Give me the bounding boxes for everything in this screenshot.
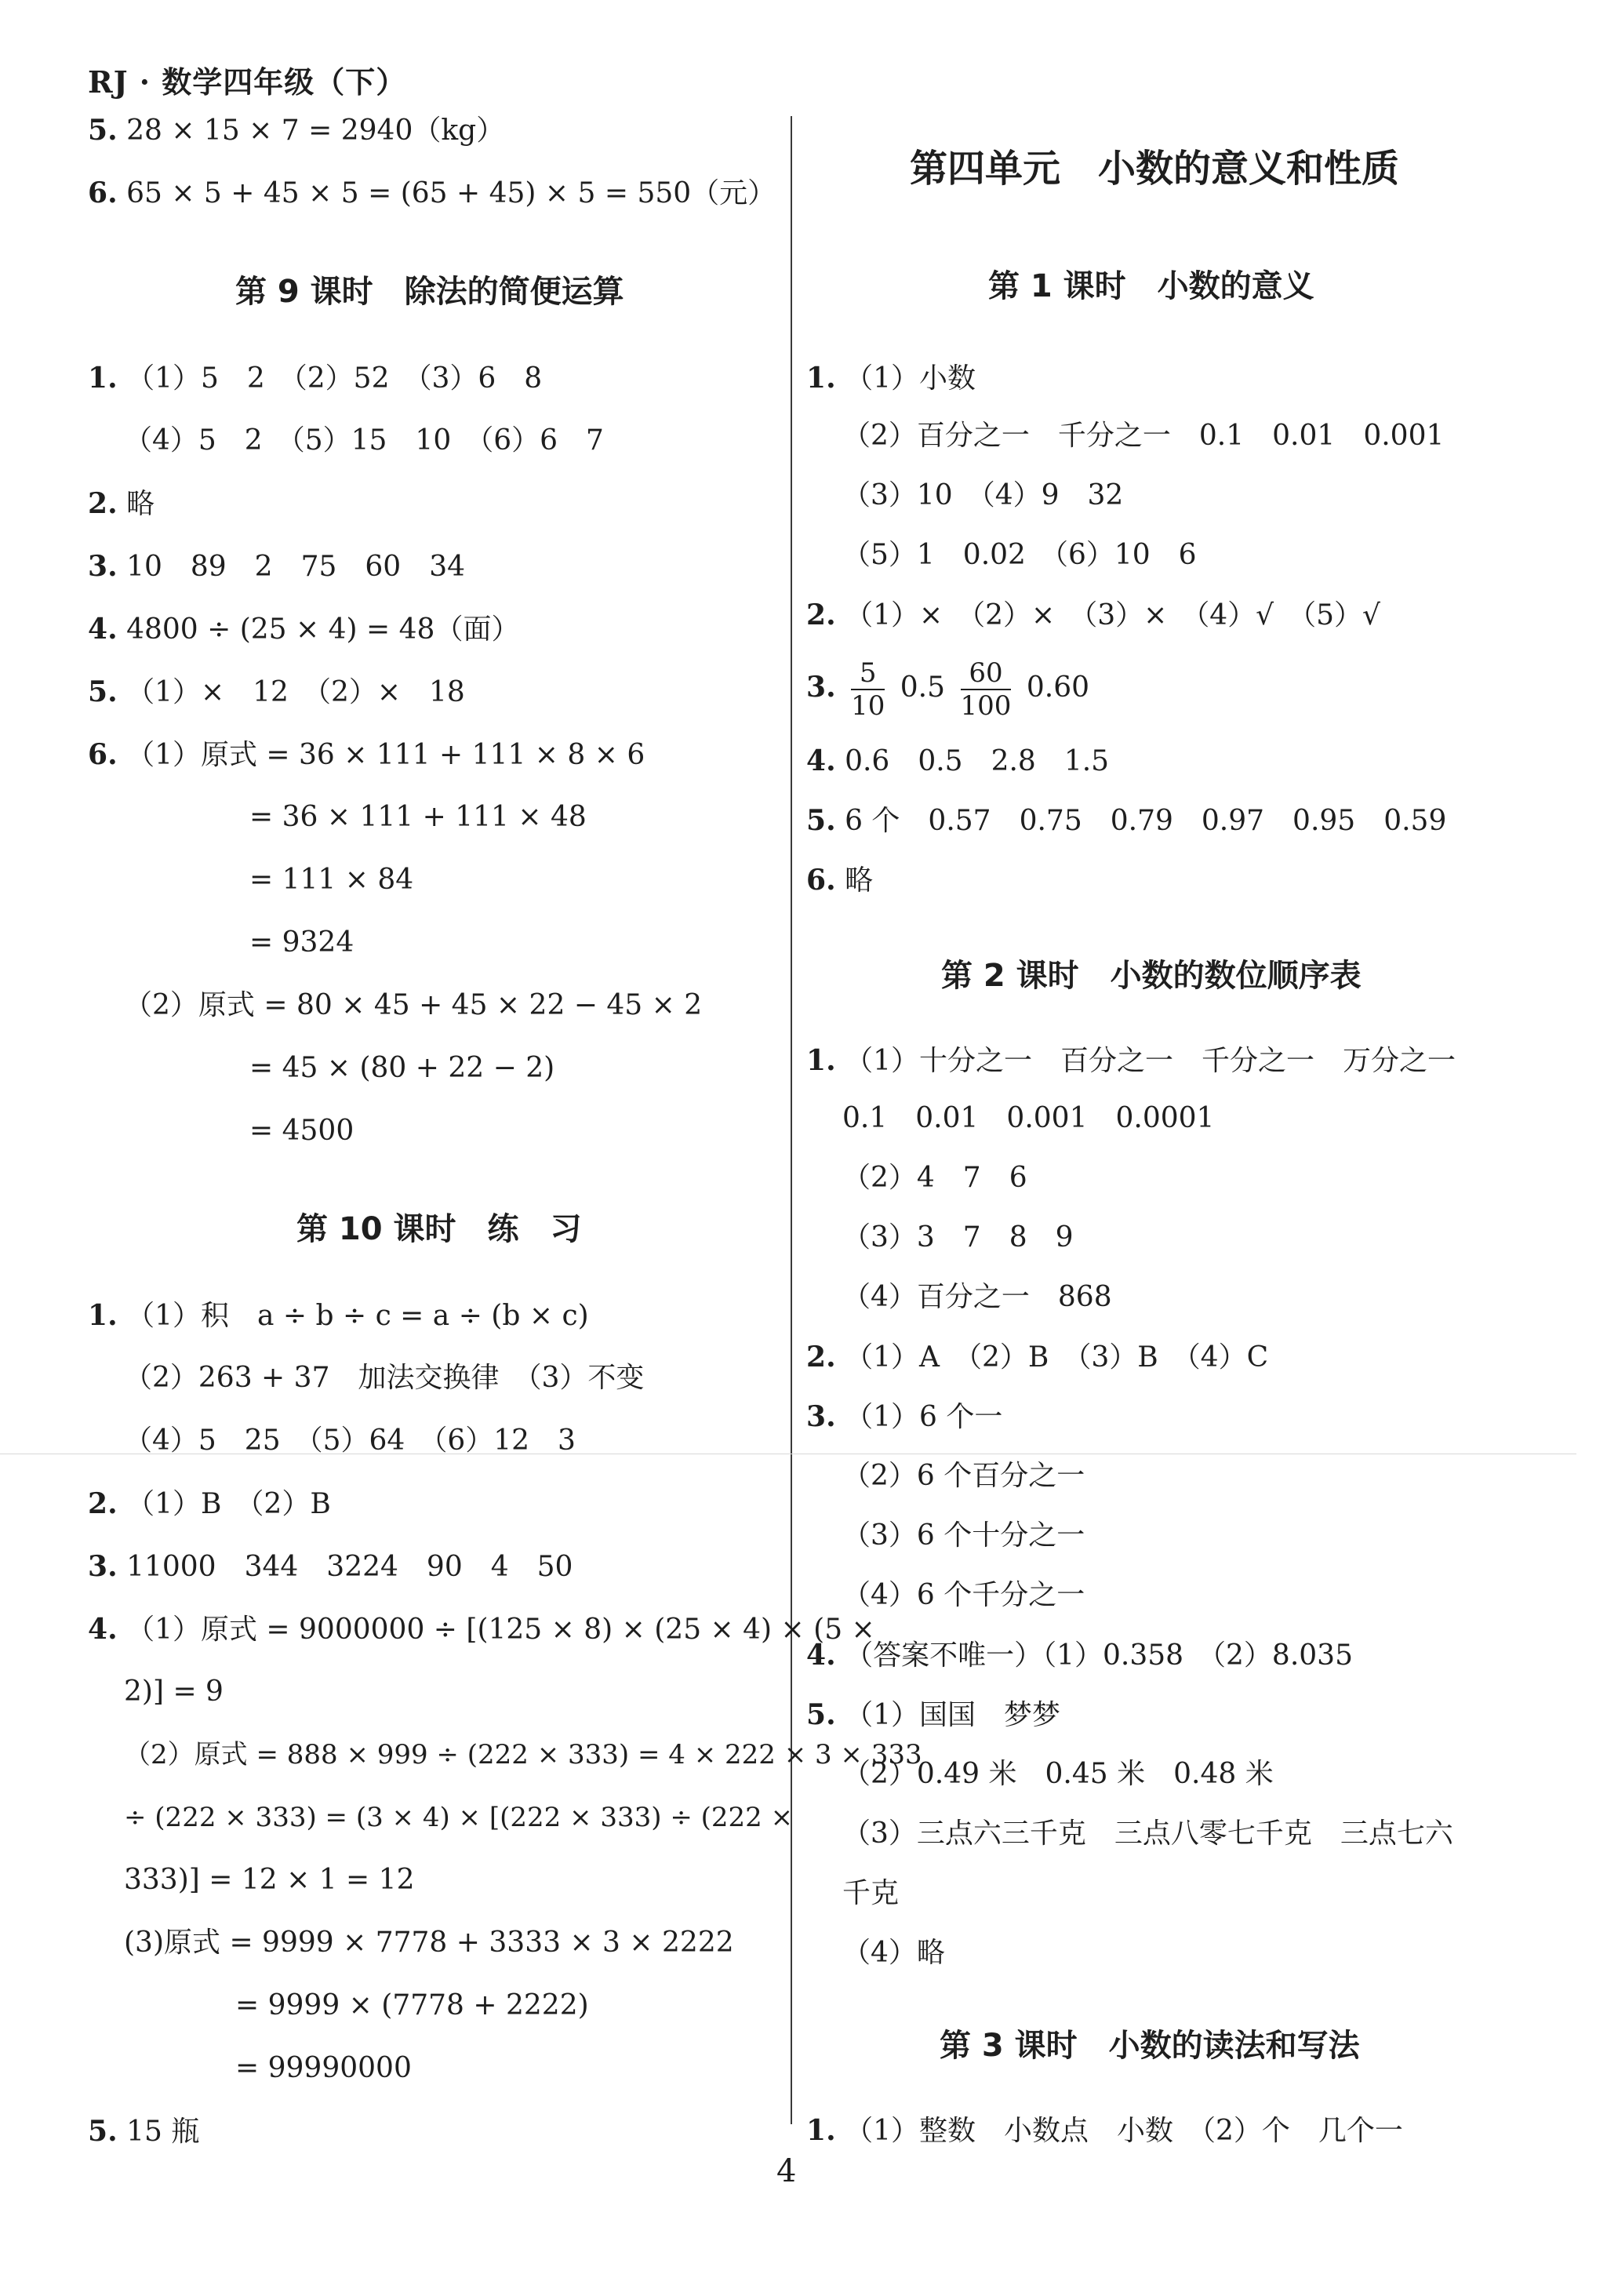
- answer-line: 6. （1）原式 = 36 × 111 + 111 × 8 × 6: [88, 738, 645, 771]
- answer-line: 6. 65 × 5 + 45 × 5 = (65 + 45) × 5 = 550（元）: [88, 176, 776, 209]
- answer-line: 6. 略: [806, 864, 874, 897]
- answer-line: 2. （1）× （2）× （3）× （4）√ （5）√: [806, 599, 1380, 631]
- answer-line: = 36 × 111 + 111 × 48: [249, 801, 587, 833]
- answer-line: （4）百分之一 868: [842, 1281, 1112, 1313]
- answer-line: 1. （1）小数: [806, 362, 976, 395]
- answer-line: （5）1 0.02 （6）10 6: [842, 539, 1197, 571]
- page-header: RJ · 数学四年级（下）: [88, 64, 407, 100]
- answer-line: （2）6 个百分之一: [842, 1460, 1085, 1492]
- answer-line: （4）略: [842, 1937, 945, 1969]
- unit-4-title: 第四单元 小数的意义和性质: [910, 147, 1400, 191]
- answer-line: = 45 × (80 + 22 − 2): [249, 1052, 555, 1084]
- answer-line: = 99990000: [235, 2052, 412, 2084]
- answer-line: 4. 4800 ÷ (25 × 4) = 48（面）: [88, 613, 520, 646]
- answer-line: 3. （1）6 个一: [806, 1400, 1003, 1433]
- answer-line: 1. （1）5 2 （2）52 （3）6 8: [88, 362, 543, 395]
- answer-line: （3）3 7 8 9: [842, 1221, 1074, 1254]
- answer-line: 2. （1）B （2）B: [88, 1487, 331, 1520]
- answer-line: （4）5 2 （5）15 10 （6）6 7: [124, 424, 604, 457]
- page-number: 4: [776, 2153, 797, 2189]
- answer-line: （2）4 7 6: [842, 1162, 1027, 1194]
- fraction: $\frac{5}{10}$: [851, 657, 885, 722]
- answer-line: （2）原式 = 888 × 999 ÷ (222 × 333) = 4 × 222 × 3 × 333: [124, 1739, 922, 1770]
- answer-line: = 111 × 84: [249, 864, 414, 896]
- fraction: $\frac{60}{100}$: [960, 657, 1012, 722]
- lesson-9-title: 第 9 课时 除法的简便运算: [235, 274, 624, 310]
- answer-line-fractions: 3. $\frac{5}{10}$ 0.5 $\frac{60}{100}$ 0.60: [806, 657, 1090, 722]
- answer-line: 5. （1）国国 梦梦: [806, 1698, 1060, 1731]
- answer-line: 4. （1）原式 = 9000000 ÷ [(125 × 8) × (25 × 4) × (5 ×: [88, 1613, 875, 1646]
- answer-line: 5. 28 × 15 × 7 = 2940（kg）: [88, 114, 505, 147]
- answer-line: = 4500: [249, 1115, 354, 1147]
- answer-line: （2）263 + 37 加法交换律 （3）不变: [124, 1362, 645, 1394]
- answer-line: 0.1 0.01 0.001 0.0001: [842, 1102, 1215, 1134]
- answer-line: 333)] = 12 × 1 = 12: [124, 1864, 415, 1896]
- lesson-10-title: 第 10 课时 练 习: [296, 1211, 582, 1247]
- answer-line: （2）百分之一 千分之一 0.1 0.01 0.001: [842, 420, 1445, 452]
- lesson-1-title: 第 1 课时 小数的意义: [988, 268, 1314, 304]
- answer-line: （4）6 个千分之一: [842, 1579, 1085, 1611]
- answer-line: 1. （1）整数 小数点 小数 （2）个 几个一: [806, 2114, 1403, 2147]
- answer-line: （3）6 个十分之一: [842, 1519, 1085, 1552]
- answer-line: 4. （答案不唯一）（1）0.358 （2）8.035: [806, 1639, 1353, 1672]
- answer-line: 1. （1）十分之一 百分之一 千分之一 万分之一: [806, 1044, 1456, 1077]
- answer-line: 1. （1）积 a ÷ b ÷ c = a ÷ (b × c): [88, 1299, 589, 1332]
- answer-line: （3）三点六三千克 三点八零七千克 三点七六: [842, 1818, 1453, 1850]
- answer-line: ÷ (222 × 333) = (3 × 4) × [(222 × 333) ÷ (222 ×: [124, 1802, 794, 1833]
- lesson-2-title: 第 2 课时 小数的数位顺序表: [941, 958, 1362, 994]
- answer-line: = 9324: [249, 926, 354, 959]
- answer-line: 2. （1）A （2）B （3）B （4）C: [806, 1341, 1269, 1374]
- answer-line: （3）10 （4）9 32: [842, 479, 1124, 511]
- answer-line: 千克: [842, 1877, 900, 1909]
- answer-line: （4）5 25 （5）64 （6）12 3: [124, 1425, 576, 1457]
- answer-line: 2. 略: [88, 487, 155, 520]
- answer-line: (3)原式 = 9999 × 7778 + 3333 × 3 × 2222: [124, 1927, 734, 1959]
- answer-line: （2）0.49 米 0.45 米 0.48 米: [842, 1758, 1274, 1790]
- answer-line: 5. （1）× 12 （2）× 18: [88, 675, 465, 708]
- answer-line: 2)] = 9: [124, 1676, 224, 1708]
- answer-line: = 9999 × (7778 + 2222): [235, 1989, 589, 2021]
- lesson-3-title: 第 3 课时 小数的读法和写法: [940, 2028, 1360, 2064]
- answer-line: （2）原式 = 80 × 45 + 45 × 22 − 45 × 2: [124, 989, 703, 1021]
- answer-line: 5. 15 瓶: [88, 2115, 200, 2148]
- answer-line: 3. 11000 344 3224 90 4 50: [88, 1550, 573, 1583]
- answer-line: 4. 0.6 0.5 2.8 1.5: [806, 744, 1110, 777]
- answer-line: 3. 10 89 2 75 60 34: [88, 550, 466, 583]
- answer-line: 5. 6 个 0.57 0.75 0.79 0.97 0.95 0.59: [806, 804, 1447, 837]
